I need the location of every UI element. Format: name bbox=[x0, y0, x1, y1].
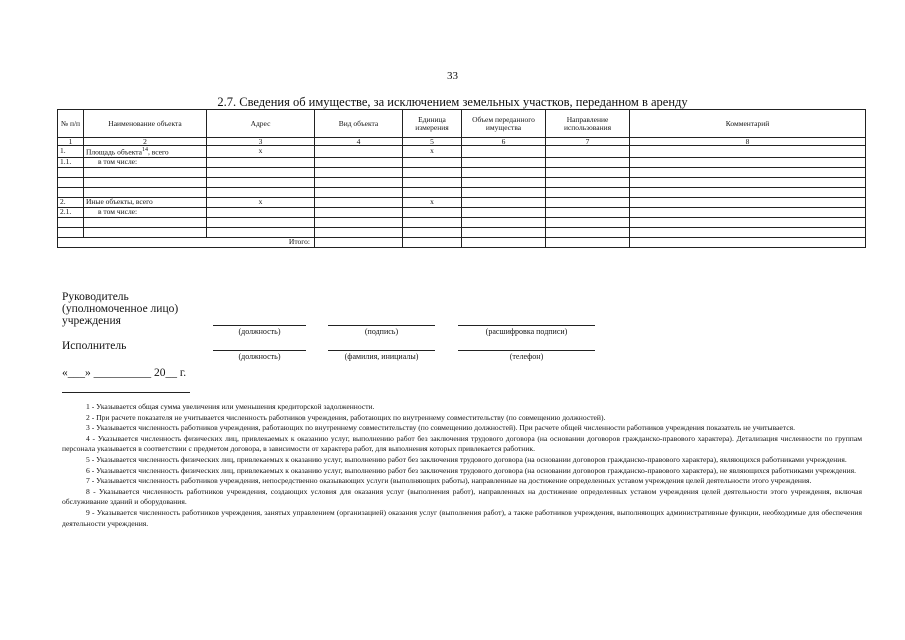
table-row bbox=[58, 177, 866, 187]
table-cell bbox=[207, 177, 315, 187]
footnote: 5 - Указывается численность физических лиц, привлекаемых к оказанию услуг, выполнению работ без заключения трудового договора (на основании договоров гражданско-правового характера), являющихся работниками учреждения. bbox=[86, 454, 847, 464]
table-cell bbox=[58, 167, 84, 177]
caption-signature: (подпись) bbox=[364, 327, 399, 336]
footnote: 3 - Указывается численность работников учреждения, работающих по внутреннему совместительству (по совмещению должностей). При расчете общей численности работников учреждения показатель не учитывается. bbox=[86, 423, 795, 433]
table-cell bbox=[84, 217, 207, 227]
caption-position: (должность) bbox=[238, 327, 281, 336]
table-cell bbox=[403, 217, 462, 227]
caption-executor-name: (фамилия, инициалы) bbox=[344, 352, 419, 361]
table-cell bbox=[630, 207, 866, 217]
table-cell bbox=[403, 167, 462, 177]
caption-executor-phone: (телефон) bbox=[509, 352, 544, 361]
column-number: 3 bbox=[207, 138, 315, 146]
table-row bbox=[58, 227, 866, 237]
table-cell bbox=[315, 167, 403, 177]
table-cell bbox=[84, 167, 207, 177]
table-cell bbox=[546, 227, 630, 237]
table-cell bbox=[207, 217, 315, 227]
header-cell: Направление использования bbox=[546, 110, 630, 138]
table-cell bbox=[315, 237, 403, 247]
table-cell: 1. bbox=[58, 146, 84, 158]
table-cell bbox=[546, 146, 630, 158]
table-cell bbox=[462, 207, 546, 217]
head-label-3: учреждения bbox=[62, 315, 121, 327]
table-cell: в том числе: bbox=[84, 157, 207, 167]
table-cell bbox=[315, 217, 403, 227]
table-cell bbox=[630, 227, 866, 237]
table-cell bbox=[462, 157, 546, 167]
table-cell bbox=[84, 177, 207, 187]
table-cell bbox=[630, 146, 866, 158]
table-cell bbox=[84, 146, 207, 158]
table-cell bbox=[315, 197, 403, 207]
footnote-ref: 14 bbox=[141, 147, 148, 153]
table-cell bbox=[315, 146, 403, 158]
table-row bbox=[58, 197, 866, 207]
head-label-2: (уполномоченное лицо) bbox=[62, 303, 179, 315]
table-row bbox=[58, 157, 866, 167]
table-cell bbox=[315, 227, 403, 237]
table-row bbox=[58, 187, 866, 197]
table-cell bbox=[58, 217, 84, 227]
head-label-1: Руководитель bbox=[62, 291, 129, 303]
table-cell bbox=[403, 177, 462, 187]
table-cell bbox=[630, 167, 866, 177]
table-cell bbox=[546, 217, 630, 227]
table-cell bbox=[630, 157, 866, 167]
table-cell bbox=[462, 187, 546, 197]
table-cell bbox=[207, 167, 315, 177]
signature-decoding-line bbox=[458, 325, 595, 326]
table-cell bbox=[84, 187, 207, 197]
footnote: 8 - Указывается численность работников учреждения, создающих условия для оказания услуг (выполнения работ), направленных на достижение определенных уставом учреждения целей деятельности этого учреждения, включая обслуживание зданий и оборудования. bbox=[62, 486, 862, 507]
total-row bbox=[58, 237, 866, 247]
section-title: 2.7. Сведения об имуществе, за исключением земельных участков, переданном в аренду bbox=[217, 95, 688, 109]
footnote: 6 - Указывается численность физических лиц, привлекаемых к оказанию услуг, выполнению работ без заключения трудового договора (на основании договоров гражданско-правового характера), не являющихся работниками учреждения. bbox=[86, 465, 857, 475]
table-cell: х bbox=[207, 197, 315, 207]
table-cell bbox=[403, 187, 462, 197]
table-cell: х bbox=[207, 146, 315, 158]
table-cell bbox=[462, 146, 546, 158]
table-cell bbox=[462, 197, 546, 207]
header-cell: Адрес bbox=[207, 110, 315, 138]
table-cell bbox=[403, 157, 462, 167]
property-table bbox=[57, 109, 866, 248]
table-cell bbox=[462, 167, 546, 177]
column-number: 8 bbox=[630, 138, 866, 146]
table-cell bbox=[630, 217, 866, 227]
total-label: Итого: bbox=[58, 237, 315, 247]
column-number: 7 bbox=[546, 138, 630, 146]
table-cell bbox=[462, 227, 546, 237]
column-numbers-row bbox=[58, 138, 866, 146]
table-cell bbox=[630, 187, 866, 197]
header-cell: Наименование объекта bbox=[84, 110, 207, 138]
row-name-tail: , всего bbox=[147, 147, 169, 157]
table-cell bbox=[315, 207, 403, 217]
row-name: Площадь объекта bbox=[86, 147, 142, 157]
caption-executor-position: (должность) bbox=[238, 352, 281, 361]
column-number: 1 bbox=[58, 138, 84, 146]
footnote: 2 - При расчете показателя не учитывается численность работников учреждения, работающих по внутреннему совместительству (по совмещению должностей). bbox=[86, 412, 606, 422]
table-row bbox=[58, 217, 866, 227]
table-cell bbox=[546, 237, 630, 247]
table-cell bbox=[58, 227, 84, 237]
table-cell: х bbox=[403, 197, 462, 207]
table-cell bbox=[462, 217, 546, 227]
caption-signature-decoding: (расшифровка подписи) bbox=[485, 327, 568, 336]
table-cell bbox=[315, 157, 403, 167]
table-cell bbox=[630, 237, 866, 247]
column-number: 4 bbox=[315, 138, 403, 146]
table-cell bbox=[462, 237, 546, 247]
table-row bbox=[58, 207, 866, 217]
table-cell bbox=[546, 207, 630, 217]
table-row bbox=[58, 146, 866, 158]
table-cell bbox=[207, 207, 315, 217]
table-cell bbox=[630, 197, 866, 207]
header-cell: Вид объекта bbox=[315, 110, 403, 138]
column-number: 6 bbox=[462, 138, 546, 146]
signature-line bbox=[328, 325, 435, 326]
table-cell bbox=[207, 187, 315, 197]
table-cell: Иные объекты, всего bbox=[84, 197, 207, 207]
footnote: 7 - Указывается численность работников учреждения, непосредственно оказывающих услуги (выполняющих работы), направленные на достижение определенных уставом учреждения целей деятельности этого учреждения. bbox=[86, 476, 812, 486]
table-cell bbox=[207, 227, 315, 237]
table-cell: 1.1. bbox=[58, 157, 84, 167]
table-row bbox=[58, 167, 866, 177]
table-cell bbox=[403, 227, 462, 237]
executor-name-line bbox=[328, 350, 435, 351]
footnote: 1 - Указывается общая сумма увеличения или уменьшения кредиторской задолженности. bbox=[86, 402, 375, 411]
executor-label: Исполнитель bbox=[62, 340, 127, 352]
table-cell bbox=[58, 177, 84, 187]
table-cell bbox=[546, 187, 630, 197]
table-cell bbox=[315, 187, 403, 197]
table-cell bbox=[207, 157, 315, 167]
table-cell bbox=[84, 227, 207, 237]
executor-phone-line bbox=[458, 350, 595, 351]
table-cell bbox=[546, 167, 630, 177]
table-cell bbox=[403, 237, 462, 247]
table-cell bbox=[315, 177, 403, 187]
executor-position-line bbox=[213, 350, 306, 351]
footnote: 9 - Указывается численность работников учреждения, занятых управлением (организацией) оказания услуг (выполнения работ), а также работников учреждения, выполняющих административные функции, необходимые для обеспечения деятельности учреждения. bbox=[62, 507, 862, 528]
header-cell: Объем переданного имущества bbox=[462, 110, 546, 138]
table-cell bbox=[546, 157, 630, 167]
footnotes bbox=[62, 402, 862, 529]
position-line bbox=[213, 325, 306, 326]
column-number: 2 bbox=[84, 138, 207, 146]
table-cell: 2.1. bbox=[58, 207, 84, 217]
footnote-separator bbox=[62, 392, 190, 393]
header-cell: № п/п bbox=[58, 110, 84, 138]
date-line: «___» __________ 20__ г. bbox=[62, 367, 187, 379]
header-cell: Комментарий bbox=[630, 110, 866, 138]
table-cell: 2. bbox=[58, 197, 84, 207]
table-cell bbox=[403, 207, 462, 217]
page-number: 33 bbox=[447, 70, 458, 82]
table-cell bbox=[546, 177, 630, 187]
table-cell bbox=[630, 177, 866, 187]
table-cell: в том числе: bbox=[84, 207, 207, 217]
table-cell: х bbox=[403, 146, 462, 158]
table-cell bbox=[546, 197, 630, 207]
column-number: 5 bbox=[403, 138, 462, 146]
table-header-row bbox=[58, 110, 866, 138]
table-cell bbox=[58, 187, 84, 197]
table-cell bbox=[462, 177, 546, 187]
footnote: 4 - Указывается численность физических лиц, привлекаемых к оказанию услуг, выполнению работ без заключения трудового договора (на основании договоров гражданско-правового характера). Детализация численности по группам персонала указывается в соответствии с предметом договора, в зависимости от характера работ, для выполнения которых привлекается работник. bbox=[62, 433, 862, 454]
header-cell: Единица измерения bbox=[403, 110, 462, 138]
